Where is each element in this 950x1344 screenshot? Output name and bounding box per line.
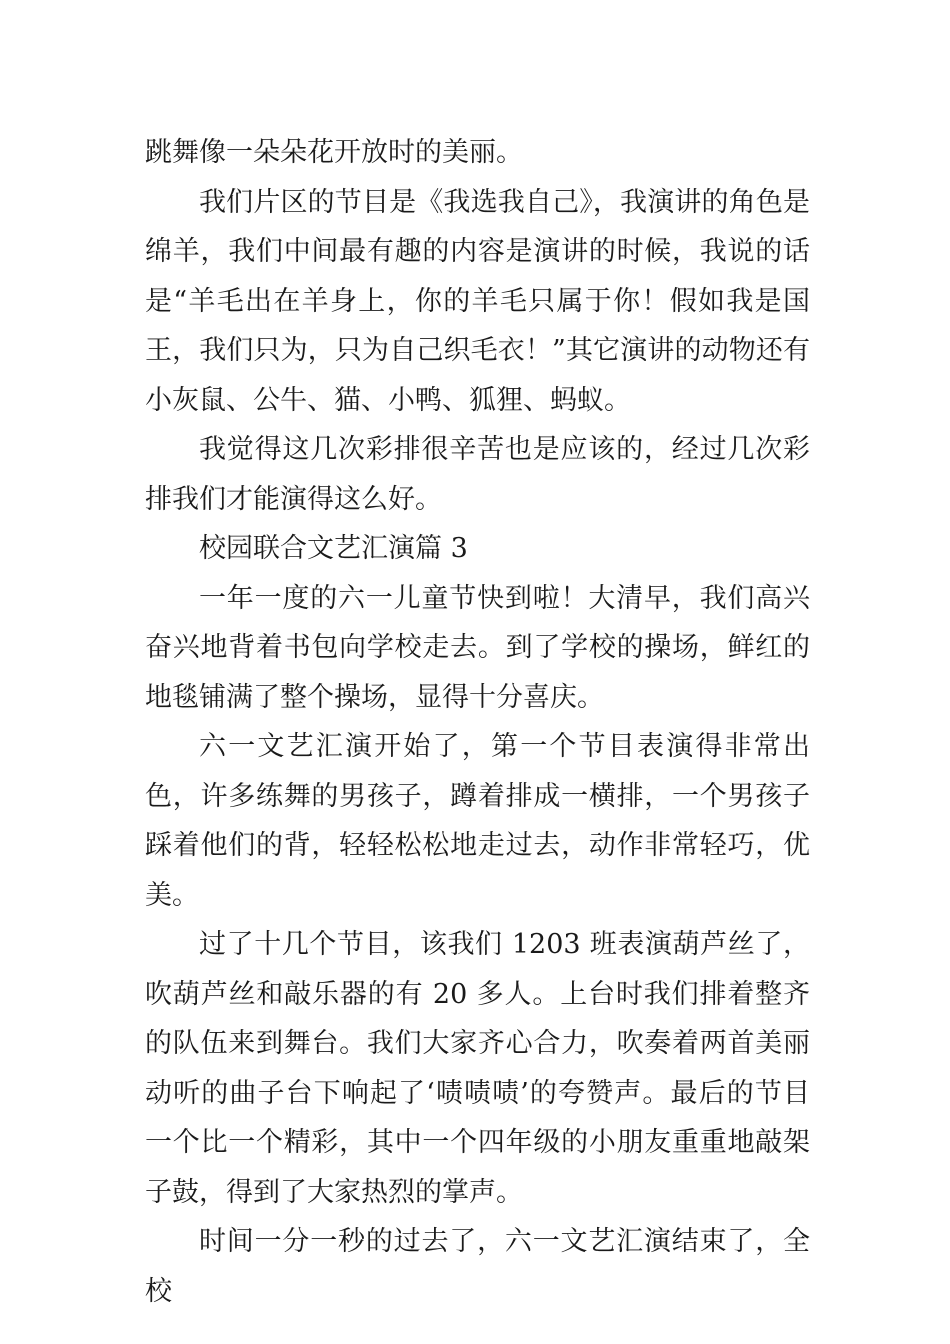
section-heading: 校园联合文艺汇演篇 3 (199, 533, 468, 564)
paragraph-4: 一年一度的六一儿童节快到啦！大清早，我们高兴奋兴地背着书包向学校走去。到了学校的操场，鲜红的地毯铺满了整个操场，显得十分喜庆。 (145, 582, 810, 713)
paragraph-1: 跳舞像一朵朵花开放时的美丽。 (145, 137, 523, 168)
paragraph-3: 我觉得这几次彩排很辛苦也是应该的，经过几次彩排我们才能演得这么好。 (145, 434, 810, 515)
paragraph-6: 过了十几个节目，该我们 1203 班表演葫芦丝了，吹葫芦丝和敲乐器的有 20 多人。上台时我们排着整齐的队伍来到舞台。我们大家齐心合力，吹奏着两首美丽动听的曲子台下响起了‘啧啧啧’的夸赞声。最后的节目一个比一个精彩，其中一个四年级的小朋友重重地敲架子鼓，得到了大家热烈的掌声。 (145, 929, 810, 1208)
paragraph-7: 时间一分一秒的过去了，六一文艺汇演结束了，全校 (145, 1226, 810, 1307)
paragraph-5: 六一文艺汇演开始了，第一个节目表演得非常出色，许多练舞的男孩子，蹲着排成一横排，一个男孩子踩着他们的背，轻轻松松地走过去，动作非常轻巧，优美。 (145, 731, 810, 911)
paragraph-2: 我们片区的节目是《我选我自己》，我演讲的角色是绵羊，我们中间最有趣的内容是演讲的时候，我说的话是“羊毛出在羊身上，你的羊毛只属于你！假如我是国王，我们只为，只为自己织毛衣！”其它演讲的动物还有小灰鼠、公牛、猫、小鸭、狐狸、蚂蚁。 (145, 186, 810, 416)
document-body (145, 128, 810, 1316)
